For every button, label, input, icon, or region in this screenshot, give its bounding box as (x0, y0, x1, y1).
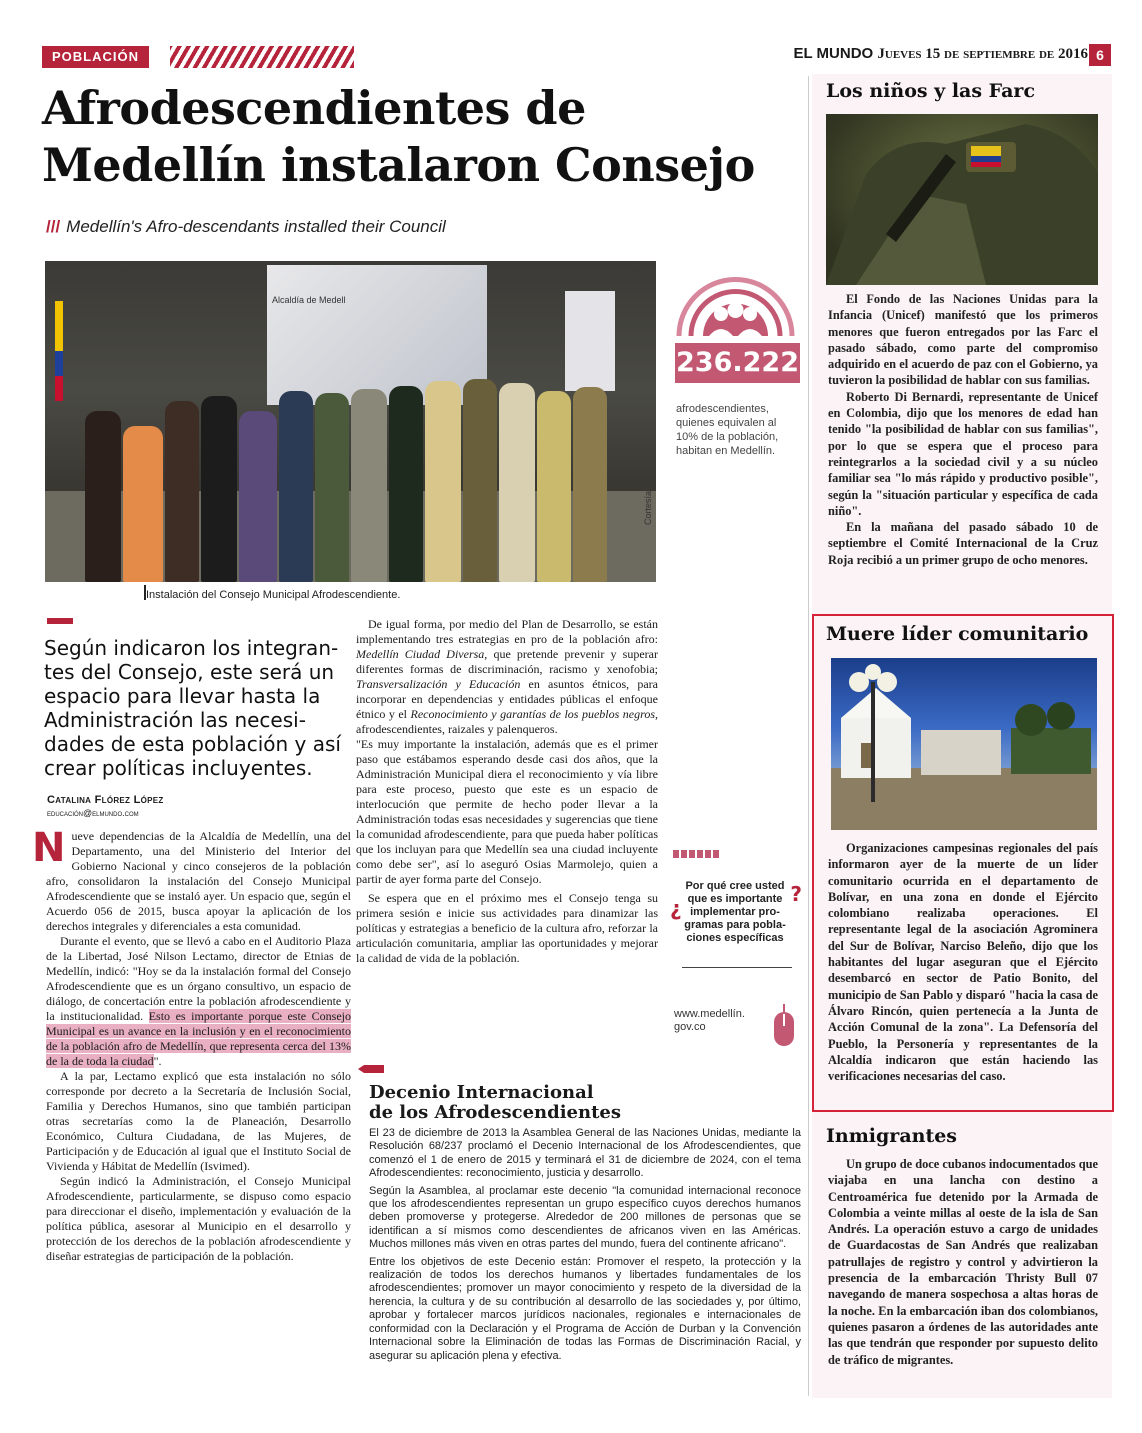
person-figure (85, 411, 121, 582)
soldier-photo (826, 114, 1098, 285)
farc-title: Los niños y las Farc (826, 80, 1036, 102)
paragraph: A la par, Lectamo explicó que esta instalación no sólo corresponde por decreto a la Secretaría de Inclusión Social, Familia y Derechos Humanos, sino que también participan otras secretarías como la de Planeación, Desarrollo Económico, Cultura Ciudadana, de las Mujeres, de Participación y de Educación al igual que el Instituto Social de Vivienda y Hábitat de Medellín (Isvimed). (46, 1069, 351, 1173)
question-line: que es importante (687, 893, 783, 905)
decenio-title-line: Decenio Internacional (369, 1082, 594, 1103)
italic-run: Reconocimiento y garantías de los pueblos negros (410, 707, 655, 721)
paragraph: Entre los objetivos de este Decenio están: Promover el respeto, la protección y la realización de todos los derechos humanos y libertades fundamentales de los afrodescendientes; promover un mayor conocimiento y respeto de la diversidad de la herencia, la cultura y de su contribución al desarrollo de las sociedades y, por último, aprobar y fortalecer marcos jurídicos nacionales, regionales e internacionales de conformidad con la Declaración y el Programa de Acción de Durban y la Convención Internacional sobre la Eliminación de todas las Formas de Discriminación Racial, y asegurar su aplicación plena y efectiva. (369, 1255, 801, 1362)
person-figure (201, 396, 237, 582)
quote-close: ". (153, 1054, 162, 1068)
text-run: , afrodescendientes, raizales y palenqueros. (356, 707, 658, 736)
callout-question (670, 880, 802, 945)
paragraph: ueve dependencias de la Alcaldía de Medellín, una del Departamento, una del Ministerio del Interior del Gobierno Nacional y cinco consejeros de la población afro, consolidaron la instalación del Consejo Municipal Afrodescendiente que se instaló ayer. Un espacio que, según el Acuerdo 056 de 2015, busca apoyar la aplicación de los derechos integrales y diferenciales a esta comunidad. (46, 829, 351, 933)
pull-quote-line: Administración las necesi- (44, 708, 306, 732)
text-run: en asuntos étnicos, para incorporar en dependencias y entidades públicas el enfoque étnico y el (356, 677, 659, 721)
pull-quote-line: crear políticas incluyentes. (44, 756, 313, 780)
headline (42, 80, 802, 194)
pull-quote-line: dades de esta población y así (44, 732, 341, 756)
subtitle (46, 217, 766, 237)
person-figure (123, 426, 163, 582)
author-byline: Catalina Flórez López (47, 794, 164, 806)
callout-bars (673, 850, 719, 858)
person-figure (499, 383, 535, 582)
paragraph: El Fondo de las Naciones Unidas para la Infancia (Unicef) manifestó que los primeros menores que fueron entregados por las Farc el pasado sábado, como parte del compromiso adquirido en el acuerdo de paz con el Gobierno, ya tuvieron la posibilidad de hablar con sus familias. (828, 292, 1098, 388)
italic-run: Transversalización y Educación (356, 677, 521, 691)
person-figure (389, 386, 423, 582)
headline-line-1: Afrodescendientes de (42, 81, 586, 135)
paragraph: El 23 de diciembre de 2013 la Asamblea General de las Naciones Unidas, mediante la Resolución 68/237 proclamó el Decenio Internacional de los Afrodescendientes, que comenzó el 1 de enero de 2015 y terminará el 31 de diciembre de 2024, con el tema Afrodescendientes: reconocimiento, justicia y desarrollo. (369, 1127, 801, 1180)
population-number: 236.222 (675, 343, 800, 383)
description-line: afrodescendientes, (676, 403, 769, 415)
colombia-flag (55, 301, 63, 401)
headline-line-2: Medellín instalaron Consejo (42, 138, 755, 192)
italic-run: Medellín Ciudad Diversa (356, 647, 485, 661)
paragraph: Se espera que en el próximo mes el Consejo tenga su primera sesión e inicie sus actividades para dinamizar las políticas y estrategias a beneficio de la cultura afro, reforzar la articulación comunitaria, ampliar las oportunidades y mejorar la calidad de vida de la población. (356, 891, 658, 965)
decenio-title (369, 1083, 669, 1123)
question-line: gramas para pobla- (684, 919, 786, 931)
main-photo (45, 261, 656, 582)
text-run: De igual forma, por medio del Plan de Desarrollo, se están implementando tres estrategias en pro de la población afro: (356, 617, 658, 646)
pencil-icon (358, 1062, 386, 1074)
question-line: implementar pro- (690, 906, 780, 918)
lider-body (828, 840, 1098, 1084)
screen-text: Alcaldía de Medell (272, 295, 346, 305)
paragraph: "Es muy importante la instalación, además que es el primer paso que estábamos esperando desde casi dos años, que la Administración Municipal diera el reconocimiento y vía libre para este proceso, puesto que este es un espacio de interlocución que permite de hecho poder llevar a la Administración todas esas necesidades y sugerencias que tiene la comunidad afrodescendiente, para que pueda haber políticas que los incluyan para que Medellín sea una ciudad incluyente como debe ser", así lo aseguró Osias Marmolejo, quien a partir de ayer forma parte del Consejo. (356, 737, 658, 886)
mouse-icon (770, 1002, 798, 1050)
description-line: quienes equivalen al (676, 417, 777, 429)
paragraph: Roberto Di Bernardi, representante de Unicef en Colombia, dijo que los menores de edad han tenido "la posibilidad de hablar con sus familias", por lo que se espera que el proceso para reintegrarlos a la sociedad civil y a su núcleo familiar sea "lo más rápido y productivo posible", según la "situación particular y específica de cada niño". (828, 389, 1098, 518)
description-line: 10% de la población, (676, 431, 779, 443)
section-label: POBLACIÓN (42, 46, 149, 68)
decenio-title-line: de los Afrodescendientes (369, 1102, 621, 1123)
accent-bar (47, 618, 73, 624)
sidebar-divider (808, 76, 809, 1396)
inmigrantes-title: Inmigrantes (826, 1125, 958, 1147)
person-figure (239, 411, 277, 582)
pull-quote-line: tes del Consejo, este será un (44, 660, 335, 684)
page-number: 6 (1089, 44, 1111, 66)
farc-body (828, 291, 1098, 568)
paragraph: En la mañana del pasado sábado 10 de septiembre el Comité Internacional de la Cruz Roja recibió a un primer grupo de ocho menores. (828, 520, 1098, 567)
url-line: gov.co (674, 1021, 706, 1033)
photo-caption: Instalación del Consejo Municipal Afrodescendiente. (146, 589, 401, 601)
section-hatch-decoration (170, 46, 354, 68)
callout-rule (682, 967, 792, 968)
person-figure (425, 381, 461, 582)
person-figure (351, 389, 387, 582)
lider-title: Muere líder comunitario (826, 623, 1089, 645)
paragraph: Un grupo de doce cubanos indocumentados que viajaba en una lancha con destino a Centroamérica fue detenido por la Armada de Colombia a veinte millas al oeste de la isla de San Andrés. La operación estuvo a cargo de unidades de Guardacostas de San Andrés que realizaban patrullajes de registro y control y advirtieron la presencia de la embarcación Thristy Bull 07 navegando de manera sospechosa a altas horas de la noche. En la embarcación iban dos colombianos, quienes pasaron a órdenes de las autoridades ante las que tendrán que responder por supuesto delito de tráfico de migrantes. (828, 1157, 1098, 1367)
issue-date: Jueves 15 de septiembre de 2016 (877, 46, 1088, 62)
author-email: educación@elmundo.com (47, 808, 139, 818)
paragraph: Según indicó la Administración, el Consejo Municipal Afrodescendiente, particularmente, se dispuso como espacio para direccionar el diseño, implementación y evaluación de la política pública, asesorar al Municipio en el desarrollo y protección de los derechos de la población afrodescendiente y diseñar estrategias de participación de la población. (46, 1174, 351, 1263)
pull-quote-line: espacio para llevar hasta la (44, 684, 321, 708)
person-figure (573, 387, 607, 582)
url-line: www.medellín. (674, 1008, 745, 1020)
description-line: habitan en Medellín. (676, 445, 776, 457)
question-open-icon: ¿ (670, 896, 682, 920)
pull-quote (44, 636, 344, 780)
highlighted-quote: Esto es importante porque este Consejo Municipal es un avance en la inclusión y en el reconocimiento de la población afro de Medellín, que representa cerca del 13% de la de toda la ciudad (46, 1009, 351, 1068)
masthead (793, 45, 1088, 63)
person-figure (537, 391, 571, 582)
person-figure (463, 379, 497, 582)
text-run: , que pretende prevenir y superar diferentes formas de discriminación, racismo y xenofobia; (356, 647, 658, 676)
question-line: ciones específicas (686, 932, 784, 944)
paragraph: Organizaciones campesinas regionales del país informaron ayer de la muerte de un líder comunitario ocurrida en el departamento de Bolívar, en una zona en donde el Ejército colombiano realizaba operaciones. El representante legal de la asociación Agrominera del Sur de Bolívar, Narciso Beleño, dijo que los habitantes del lugar aseguran que el Ejército desembarcó en sector de Patio Bonito, del municipio de San Pablo y disparó "hacia la casa de Álvaro Rincón, quien pertenecía a la Junta de Acción Comunal de la zona". La Defensoría del Pueblo, la Personería y representantes de la Alcaldía indicaron que están haciendo las verificaciones necesarias del caso. (828, 841, 1098, 1084)
decenio-text (369, 1127, 801, 1367)
question-close-icon: ? (790, 882, 802, 906)
question-line: Por qué cree usted (685, 880, 785, 892)
photo-credit: Cortesía (643, 490, 653, 525)
person-figure (279, 391, 313, 582)
town-square-photo (831, 658, 1097, 830)
paper-name: EL MUNDO (793, 45, 874, 62)
section-tag (42, 46, 354, 68)
inmigrantes-body (828, 1156, 1098, 1368)
drop-cap: N (32, 825, 66, 871)
paragraph: Según la Asamblea, al proclamar este decenio "la comunidad internacional reconoce que los afrodescendientes representan un grupo específico cuyos derechos humanos deben promoverse y protegerse. Alrededor de 200 millones de personas que se identifican a sí mismos como descendientes de africanos viven en las Américas. Muchos millones más viven en otras partes del mundo, fuera del continente africano". (369, 1184, 801, 1251)
subtitle-slashes: /// (46, 217, 61, 236)
article-column-2 (356, 617, 658, 966)
population-icon (671, 264, 800, 336)
pull-quote-line: Según indicaron los integran- (44, 636, 339, 660)
article-column-1 (32, 825, 351, 1264)
paragraph: Durante el evento, que se llevó a cabo en el Auditorio Plaza de la Libertad, José Nilson Lectamo, director de Etnias de Medellín, indicó: "Hoy se da la instalación formal del Consejo Afrodescendiente que es un órgano consultivo, un espacio de diálogo, de concertación entre la población afrodescendiente y la institucionalidad. (46, 934, 351, 1023)
person-figure (165, 401, 199, 582)
person-figure (315, 393, 349, 582)
subtitle-text: Medellín's Afro-descendants installed their Council (66, 217, 446, 236)
population-description (676, 402, 796, 458)
website-url (674, 1008, 774, 1034)
photo-banner (565, 291, 615, 391)
